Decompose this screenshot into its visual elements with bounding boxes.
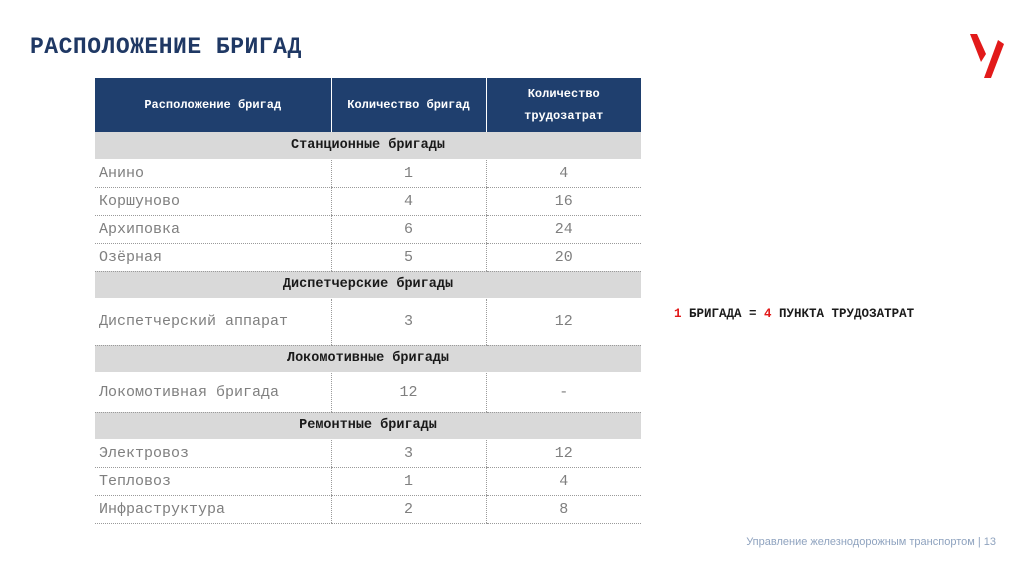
table-row <box>95 467 641 495</box>
group-row-station <box>95 132 641 159</box>
conversion-note <box>674 307 914 321</box>
row-name: Диспетчерский аппарат <box>95 298 331 345</box>
row-labor: 12 <box>486 439 641 467</box>
row-count: 4 <box>331 187 486 215</box>
row-count: 5 <box>331 243 486 271</box>
table-row <box>95 372 641 412</box>
row-labor: 8 <box>486 495 641 523</box>
logo-icon <box>964 30 1004 80</box>
row-name: Инфраструктура <box>95 495 331 523</box>
header-location: Расположение бригад <box>95 78 331 132</box>
table-row <box>95 187 641 215</box>
row-count: 2 <box>331 495 486 523</box>
row-labor: 24 <box>486 215 641 243</box>
row-count: 1 <box>331 467 486 495</box>
group-row-dispatch <box>95 271 641 298</box>
row-name: Архиповка <box>95 215 331 243</box>
group-label: Ремонтные бригады <box>95 412 641 439</box>
row-count: 6 <box>331 215 486 243</box>
page-title: РАСПОЛОЖЕНИЕ БРИГАД <box>30 34 302 60</box>
row-name: Анино <box>95 159 331 187</box>
group-row-repair <box>95 412 641 439</box>
row-count: 3 <box>331 298 486 345</box>
group-label: Локомотивные бригады <box>95 345 641 372</box>
row-labor: 12 <box>486 298 641 345</box>
row-labor: - <box>486 372 641 412</box>
table-header-row <box>95 78 641 132</box>
note-number-brigade: 1 <box>674 307 682 321</box>
footer-caption: Управление железнодорожным транспортом | 13 <box>746 536 996 548</box>
row-labor: 4 <box>486 467 641 495</box>
row-name: Локомотивная бригада <box>95 372 331 412</box>
table-row <box>95 215 641 243</box>
row-count: 12 <box>331 372 486 412</box>
row-name: Тепловоз <box>95 467 331 495</box>
row-name: Коршуново <box>95 187 331 215</box>
table-row <box>95 495 641 523</box>
note-text-labor: ПУНКТА ТРУДОЗАТРАТ <box>771 307 915 321</box>
row-name: Электровоз <box>95 439 331 467</box>
note-text-brigade: БРИГАДА = <box>681 307 765 321</box>
table-row <box>95 298 641 345</box>
table-row <box>95 159 641 187</box>
note-number-labor: 4 <box>764 307 772 321</box>
group-label: Станционные бригады <box>95 132 641 159</box>
group-row-locomotive <box>95 345 641 372</box>
group-label: Диспетчерские бригады <box>95 271 641 298</box>
row-count: 3 <box>331 439 486 467</box>
row-labor: 4 <box>486 159 641 187</box>
table-row <box>95 243 641 271</box>
row-labor: 16 <box>486 187 641 215</box>
header-brigade-count: Количество бригад <box>331 78 486 132</box>
row-name: Озёрная <box>95 243 331 271</box>
row-labor: 20 <box>486 243 641 271</box>
row-count: 1 <box>331 159 486 187</box>
table-row <box>95 439 641 467</box>
brigades-table <box>95 78 641 524</box>
header-labor-count: Количество трудозатрат <box>486 78 641 132</box>
